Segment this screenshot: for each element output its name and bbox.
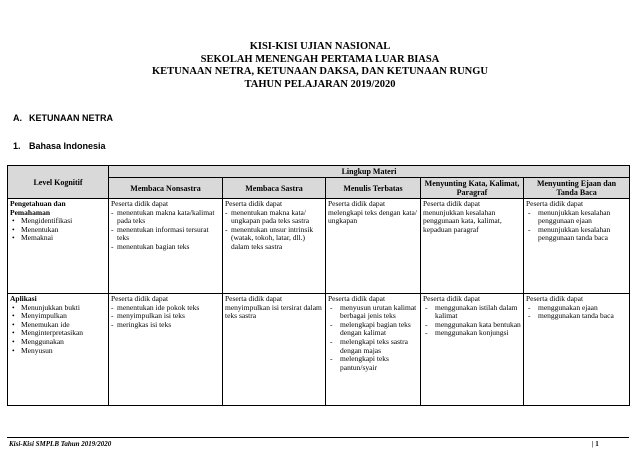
- cell-list: [526, 304, 627, 321]
- list-item: - meringkas isi teks: [117, 321, 220, 330]
- level-title: Pengetahuan dan Pemahaman: [10, 199, 66, 217]
- section-heading: [13, 113, 113, 123]
- cell-text: Peserta didik dapat melengkapi teks dengan kata/ ungkapan: [328, 199, 417, 226]
- cell-list: [111, 209, 220, 252]
- cell-menulis-terbatas: [326, 294, 421, 406]
- list-item: - menggunakan konjungsi: [435, 329, 521, 338]
- header-level-kognitif: Level Kognitif: [8, 166, 109, 199]
- header-membaca-nonsastra: Membaca Nonsastra: [109, 178, 223, 199]
- list-item: - melengkapi bagian teks dengan kalimat: [340, 321, 418, 338]
- list-item: - menunjukkan kesalahan penggunaan tanda baca: [538, 226, 627, 243]
- header-membaca-sastra: Membaca Sastra: [223, 178, 326, 199]
- cell-menyunting-ejaan: [524, 199, 630, 294]
- cell-list: [526, 209, 627, 243]
- cell-intro: Peserta didik dapat: [423, 294, 481, 303]
- list-item: - menggunakan tanda baca: [538, 312, 627, 321]
- footer-divider: [7, 437, 629, 438]
- list-item: • Memaknai: [21, 234, 106, 243]
- subsection-number: 1.: [13, 141, 21, 151]
- cell-list: [225, 209, 323, 252]
- list-item: • Menginterpretasikan: [21, 329, 106, 338]
- cell-text: Peserta didik dapat menunjukkan kesalahan penggunaan kata, kalimat, kepaduan paragraf: [423, 199, 502, 234]
- subsection-heading: [13, 141, 106, 151]
- list-item: • Menyimpulkan: [21, 312, 106, 321]
- header-menyunting-kata: Menyunting Kata, Kalimat, Paragraf: [421, 178, 524, 199]
- section-number: A.: [13, 113, 22, 123]
- title-line-4: TAHUN PELAJARAN 2019/2020: [244, 78, 396, 90]
- list-item: - menentukan ide pokok teks: [117, 304, 220, 313]
- document-title: [0, 41, 640, 91]
- footer-text: Kisi-Kisi SMPLB Tahun 2019/2020: [9, 440, 112, 448]
- title-line-1: KISI-KISI UJIAN NASIONAL: [249, 41, 391, 52]
- list-item: • Menggunakan: [21, 338, 106, 347]
- cell-text: Peserta didik dapat menyimpulkan isi tersirat dalam teks sastra: [225, 294, 322, 321]
- list-item: - menentukan informasi tersurat teks: [117, 226, 220, 243]
- level-list: [10, 217, 106, 243]
- level-cell: [8, 199, 109, 294]
- level-cell: [8, 294, 109, 406]
- level-title: Aplikasi: [10, 294, 37, 303]
- cell-intro: Peserta didik dapat: [111, 294, 169, 303]
- header-menyunting-ejaan: Menyunting Ejaan dan Tanda Baca: [524, 178, 630, 199]
- list-item: - menentukan bagian teks: [117, 243, 220, 252]
- cell-intro: Peserta didik dapat: [526, 199, 584, 208]
- title-line-2: SEKOLAH MENENGAH PERTAMA LUAR BIASA: [200, 53, 440, 65]
- cell-membaca-sastra: [223, 199, 326, 294]
- level-list: [10, 304, 106, 356]
- cell-menyunting-kata: [421, 199, 524, 294]
- list-item: - menentukan unsur intrinsik (watak, tokoh, latar, dll.) dalam teks sastra: [231, 226, 323, 252]
- cell-list: [328, 304, 418, 373]
- cell-intro: Peserta didik dapat: [526, 294, 584, 303]
- list-item: - menggunakan ejaan: [538, 304, 627, 313]
- cell-intro: Peserta didik dapat: [111, 199, 169, 208]
- list-item: - menyimpulkan isi teks: [117, 312, 220, 321]
- cell-list: [423, 304, 521, 338]
- list-item: • Menentukan: [21, 226, 106, 235]
- cell-menyunting-kata: [421, 294, 524, 406]
- cell-membaca-nonsastra: [109, 294, 223, 406]
- list-item: - menggunakan istilah dalam kalimat: [435, 304, 521, 321]
- list-item: - menyusun urutan kalimat berbagai jenis teks: [340, 304, 418, 321]
- list-item: - melengkapi teks pantun/syair: [340, 355, 418, 372]
- header-row-1: [8, 166, 630, 178]
- list-item: • Menemukan ide: [21, 321, 106, 330]
- cell-intro: Peserta didik dapat: [328, 294, 386, 303]
- title-line-3: KETUNAAN NETRA, KETUNAAN DAKSA, DAN KETUNAAN RUNGU: [151, 66, 489, 77]
- subsection-label: Bahasa Indonesia: [29, 141, 106, 151]
- list-item: • Menunjukkan bukti: [21, 304, 106, 313]
- table-row: [8, 294, 630, 406]
- table-row: [8, 199, 630, 294]
- list-item: - menggunakan kata bentukan: [435, 321, 521, 330]
- list-item: - menentukan makna kata/ ungkapan pada teks sastra: [231, 209, 323, 226]
- list-item: - menentukan makna kata/kalimat pada teks: [117, 209, 220, 226]
- list-item: - melengkapi teks sastra dengan majas: [340, 338, 418, 355]
- page-number: | 1: [592, 440, 599, 448]
- cell-list: [111, 304, 220, 330]
- cell-menulis-terbatas: [326, 199, 421, 294]
- cell-membaca-sastra: [223, 294, 326, 406]
- cell-intro: Peserta didik dapat: [225, 199, 283, 208]
- list-item: • Mengidentifikasi: [21, 217, 106, 226]
- cell-membaca-nonsastra: [109, 199, 223, 294]
- list-item: - menunjukkan kesalahan penggunaan ejaan: [538, 209, 627, 226]
- section-label: KETUNAAN NETRA: [29, 113, 113, 123]
- kisi-kisi-table: [7, 165, 630, 406]
- list-item: • Menyusun: [21, 347, 106, 356]
- cell-menyunting-ejaan: [524, 294, 630, 406]
- header-menulis-terbatas: Menulis Terbatas: [326, 178, 421, 199]
- header-lingkup-materi: Lingkup Materi: [109, 166, 630, 178]
